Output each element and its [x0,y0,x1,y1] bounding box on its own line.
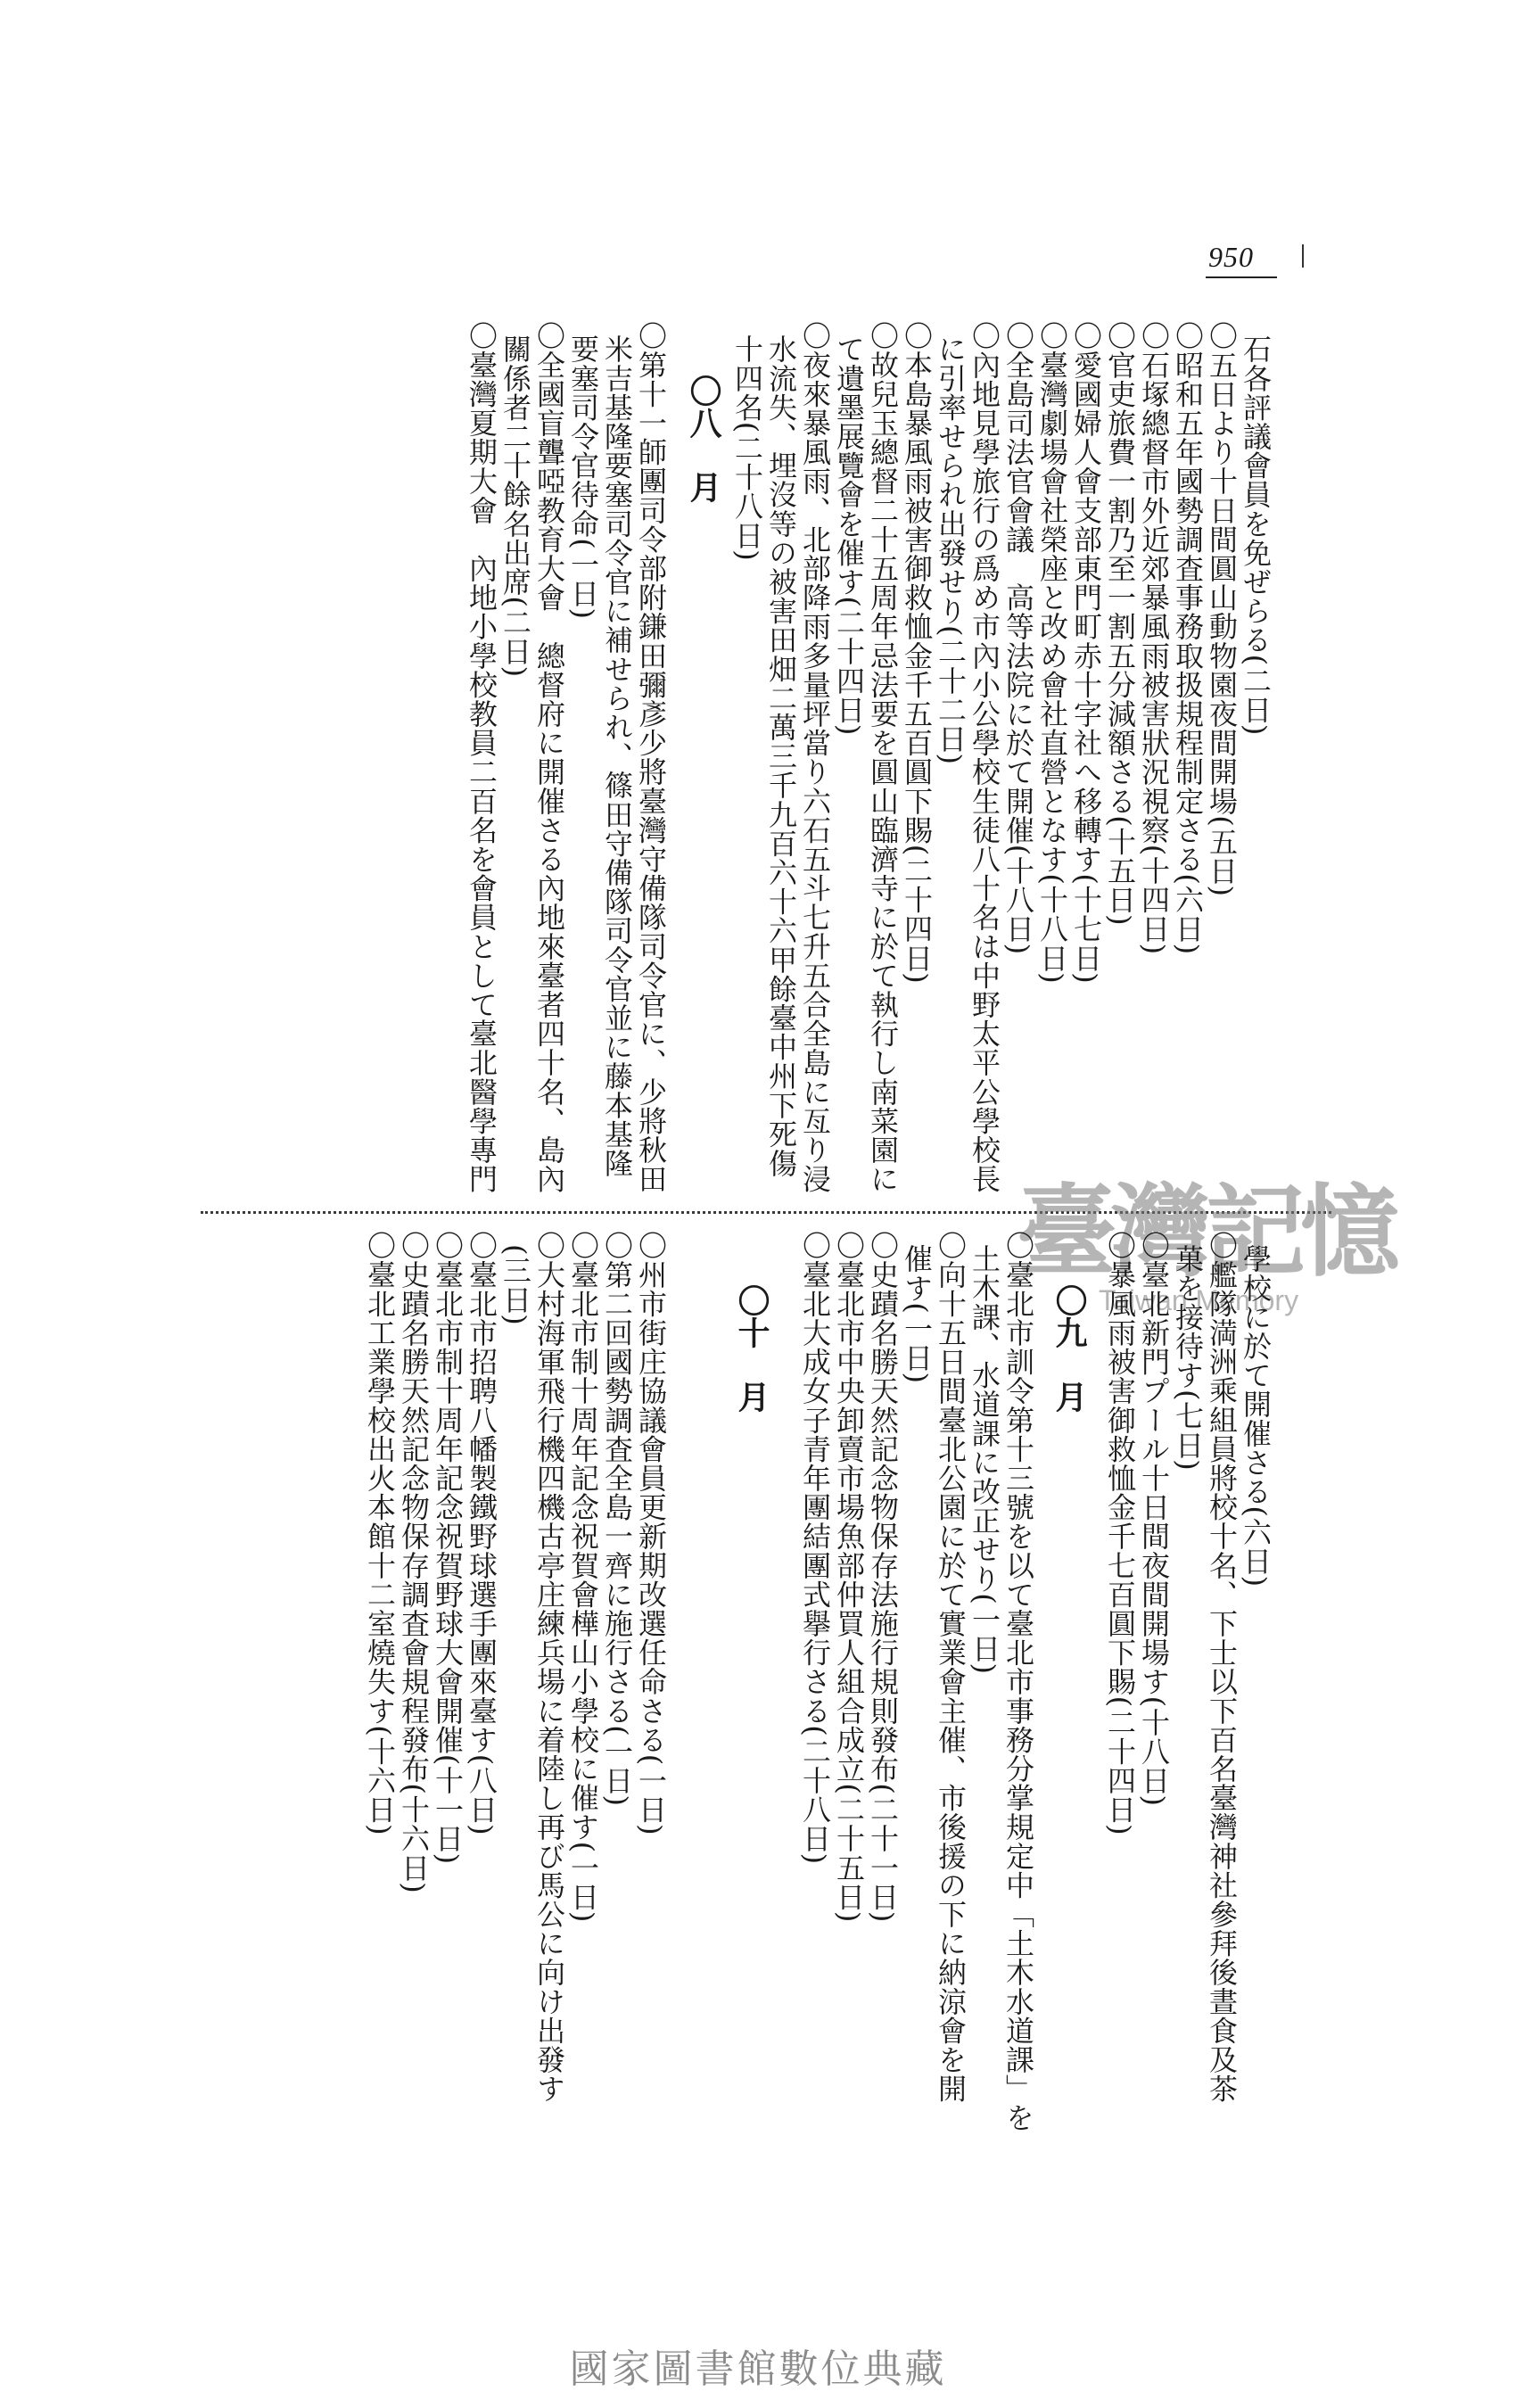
lower-col-1: 學校に於て開催さる(六日) [1239,1244,1273,1587]
lower-col-8: 〇向十五日間臺北公園に於て實業會主催、市後援の下に納涼會を開 [934,1231,968,2103]
lower-col-13: 〇州市街庄協議會員更新期改選任命さる(一日) [634,1231,668,1836]
upper-col-10: に引率せられ出發せり(二十二日) [934,334,968,765]
lower-col-9: 催す(一日) [900,1244,934,1384]
upper-col-7: 〇臺灣劇場會社榮座と改め會社直營となす(十八日) [1035,321,1069,985]
heading-august: 〇八 月 [685,375,722,503]
lower-col-15: 〇臺北市制十周年記念祝賀會樺山小學校に催す(一日) [566,1231,600,1923]
upper-col-20: 〇全國盲聾啞教育大會 總督府に開催さる內地來臺者四十名、島內 [532,321,566,1193]
upper-col-22: 〇臺灣夏期大會 內地小學校教員二百名を會員として臺北醫學專門 [465,321,498,1193]
upper-col-18: 米吉基隆要塞司令官に補せられ、篠田守備隊司令官並に藤本基隆 [600,334,634,1178]
upper-col-11: 〇本島暴風雨被害御救恤金千五百圓下賜(二十四日) [900,321,934,985]
lower-col-11: 〇臺北市中央卸賣市場魚部仲買人組合成立(二十五日) [832,1231,866,1923]
lower-col-21: 〇臺北工業學校出火本館十二室燒失す(十六日) [363,1231,397,1836]
upper-col-8: 〇全島司法官會議 高等法院に於て開催(十八日) [1001,321,1035,955]
lower-col-4: 〇臺北新門プール十日間夜間開場す(十八日) [1137,1231,1171,1807]
upper-col-4: 〇石塚總督市外近郊暴風雨被害狀況視察(十四日) [1137,321,1171,955]
lower-col-14: 〇第二回國勢調査全島一齊に施行さる(一日) [600,1231,634,1807]
lower-col-12: 〇臺北大成女子青年團結團式擧行さる(二十八日) [798,1231,832,1865]
heading-october: 〇十 月 [733,1284,770,1413]
lower-col-17: (三日) [498,1244,532,1326]
upper-col-5: 〇官吏旅費一割乃至一割五分減額さる(十五日) [1103,321,1137,927]
upper-col-19: 要塞司令官待命(一日) [566,334,600,620]
upper-col-14: 〇夜來暴風雨、北部降雨多量坪當り六石五斗七升五合全島に亙り浸 [798,321,832,1193]
lower-col-19: 〇臺北市制十周年記念祝賀野球大會開催(十一日) [431,1231,465,1865]
upper-col-13: て遺墨展覽會を催す(二十四日) [832,334,866,736]
lower-col-7: 土木課、水道課に改正せり(一日) [968,1244,1001,1675]
lower-col-5: 〇暴風雨被害御救恤金千七百圓下賜(二十四日) [1103,1231,1137,1836]
lower-col-18: 〇臺北市招聘八幡製鐵野球選手團來臺す(八日) [465,1231,498,1836]
footer-credit: 國家圖書館數位典藏 [569,2346,947,2392]
upper-col-2: 〇五日より十日間圓山動物園夜間開場(五日) [1205,321,1239,897]
heading-september: 〇九 月 [1050,1284,1088,1413]
upper-col-15: 水流失、埋沒等の被害田畑二萬三千九百六十六甲餘臺中州下死傷 [764,334,798,1178]
upper-col-1: 石各評議會員を免ぜらる(二日) [1239,334,1273,736]
watermark-logo: 臺灣記憶 [1017,1174,1395,1291]
upper-col-6: 〇愛國婦人會支部東門町赤十字社へ移轉す(十七日) [1069,321,1103,985]
page-number-rule [1206,276,1277,278]
lower-col-20: 〇史蹟名勝天然記念物保存調査會規程發布(十六日) [397,1231,431,1894]
upper-col-16: 十四名(二十八日) [730,334,764,562]
lower-col-6: 〇臺北市訓令第十三號を以て臺北市事務分掌規定中「土木水道課」を [1001,1231,1035,2132]
lower-col-10: 〇史蹟名勝天然記念物保存法施行規則發布(二十一日) [866,1231,900,1923]
lower-col-16: 〇大村海軍飛行機四機古亭庄練兵場に着陸し再び馬公に向け出發す [532,1231,566,2103]
page-number-tick [1302,244,1304,268]
upper-col-21: 關係者二十餘名出席(二日) [498,334,532,678]
upper-col-9: 〇內地見學旅行の爲め市內小公學校生徒八十名は中野太平公學校長 [968,321,1001,1193]
page-number: 950 [1208,241,1254,273]
upper-col-12: 〇故兒玉總督二十五周年忌法要を圓山臨濟寺に於て執行し南菜園に [866,321,900,1193]
watermark-caption: Taiwan Memory [1099,1284,1299,1316]
upper-col-3: 〇昭和五年國勢調査事務取扱規程制定さる(六日) [1171,321,1205,955]
lower-col-3: 菓を接待す(七日) [1171,1244,1205,1472]
upper-col-17: 〇第十一師團司令部附鎌田彌彥少將臺灣守備隊司令官に、少將秋田 [634,321,668,1193]
lower-col-2: 〇艦隊満洲乘組員將校十名、下士以下百名臺灣神社參拜後晝食及茶 [1205,1231,1239,2103]
